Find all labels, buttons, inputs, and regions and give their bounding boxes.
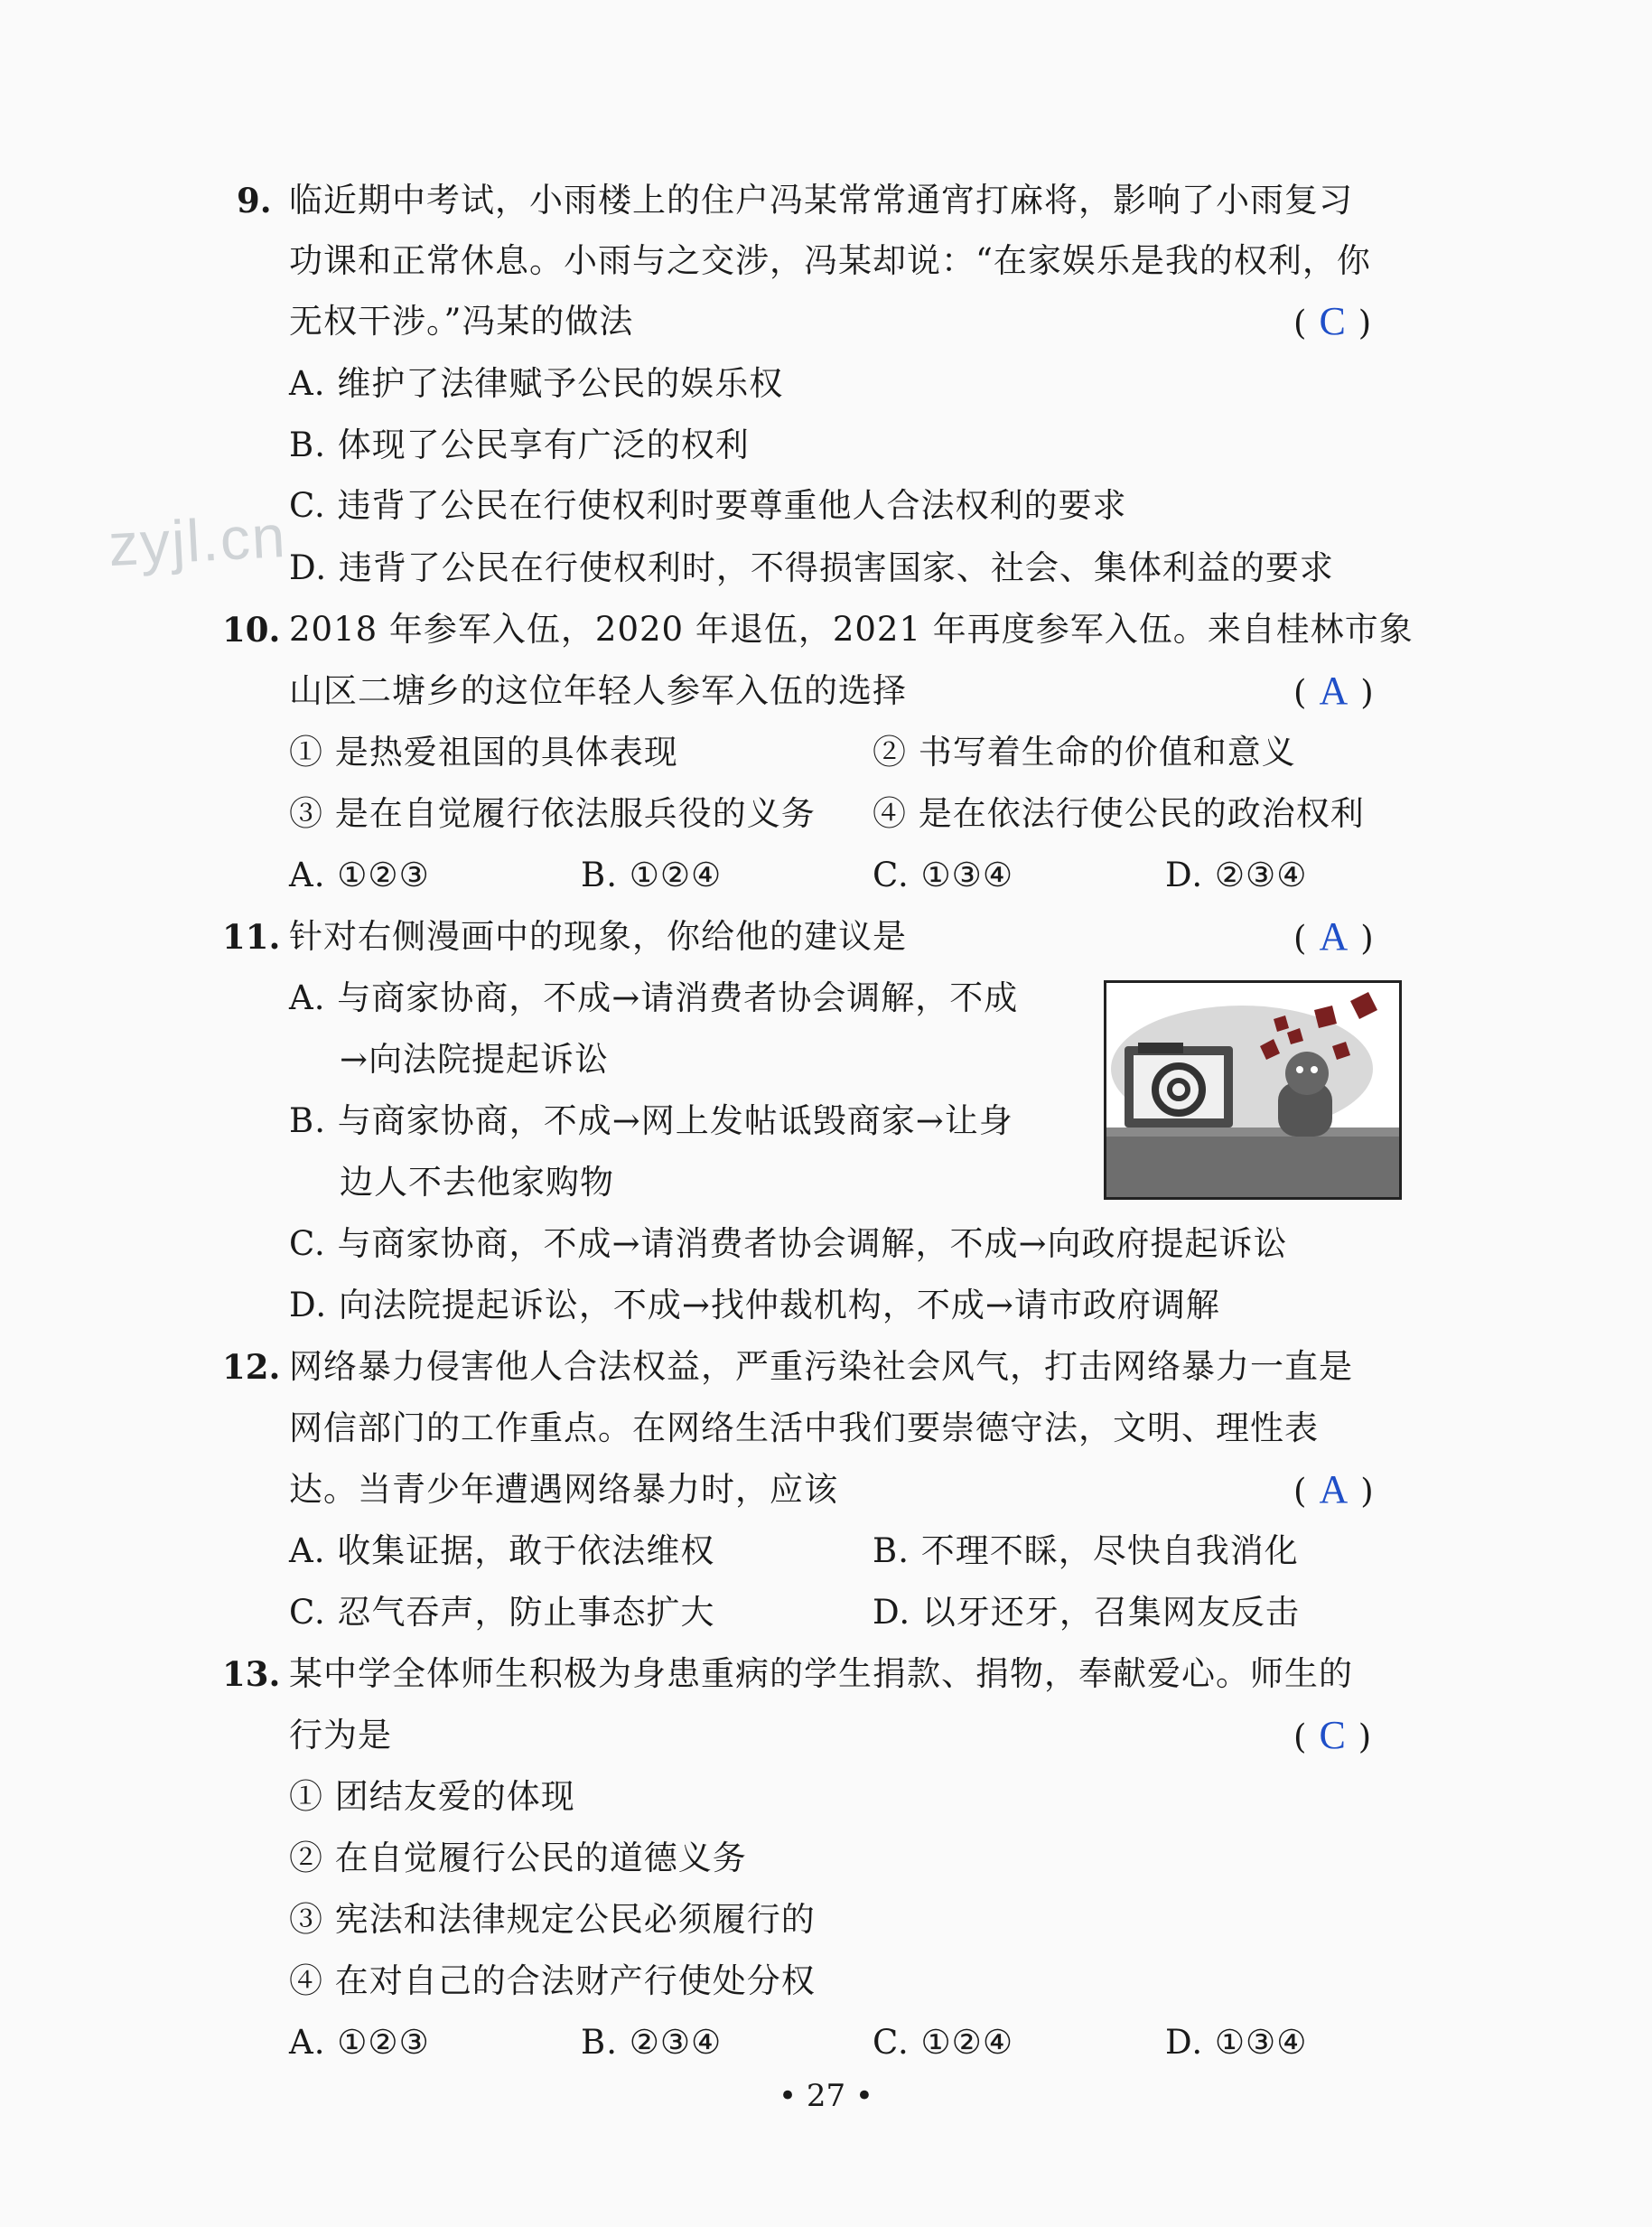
option: C. 与商家协商，不成→请消费者协会调解，不成→向政府提起诉讼 — [289, 1224, 1288, 1263]
option: D. 以牙还牙，召集网友反击 — [873, 1593, 1300, 1632]
answer-letter: C — [1319, 1713, 1346, 1757]
option: C. ①③④ — [873, 856, 1014, 894]
answer-bracket — [1293, 301, 1371, 344]
answer-letter: A — [1319, 669, 1349, 713]
statement-item: ③ 宪法和法律规定公民必须履行的 — [289, 1900, 816, 1939]
bracket-close: ) — [1360, 673, 1374, 712]
bracket-open: ( — [1293, 304, 1307, 342]
bracket-close: ) — [1358, 1717, 1372, 1756]
option: B. ①②④ — [581, 856, 723, 894]
answer-bracket — [1293, 670, 1374, 714]
cartoon-illustration — [1106, 983, 1399, 1197]
bracket-open: ( — [1293, 1472, 1307, 1511]
bracket-close: ) — [1360, 919, 1374, 958]
question-text: 山区二塘乡的这位年轻人参军入伍的选择 — [289, 671, 907, 710]
option: D. ②③④ — [1165, 856, 1308, 894]
option: A. 维护了法律赋予公民的娱乐权 — [289, 364, 784, 403]
option-continuation: 边人不去他家购物 — [340, 1163, 614, 1202]
option: C. ①②④ — [873, 2023, 1014, 2062]
option: A. 收集证据，敢于依法维权 — [289, 1531, 715, 1570]
option: B. 与商家协商，不成→网上发帖诋毁商家→让身 — [289, 1101, 1013, 1140]
question-number: 9. — [237, 181, 272, 220]
option: A. 与商家协商，不成→请消费者协会调解，不成 — [289, 978, 1019, 1017]
question-number: 13. — [222, 1654, 281, 1694]
answer-letter: A — [1319, 914, 1349, 959]
option: C. 违背了公民在行使权利时要尊重他人合法权利的要求 — [289, 486, 1127, 525]
bracket-close: ) — [1360, 1472, 1374, 1511]
question-number: 12. — [222, 1347, 281, 1387]
statement-item: ④ 在对自己的合法财产行使处分权 — [289, 1961, 816, 2000]
option-continuation: →向法院提起诉讼 — [340, 1040, 610, 1079]
option: B. 不理不睬，尽快自我消化 — [873, 1531, 1299, 1570]
option: B. 体现了公民享有广泛的权利 — [289, 426, 750, 464]
option: A. ①②③ — [289, 856, 430, 894]
question-text: 行为是 — [289, 1716, 392, 1754]
statement-item: ② 在自觉履行公民的道德义务 — [289, 1839, 747, 1877]
question-text: 无权干涉。”冯某的做法 — [289, 302, 634, 341]
cartoon-image — [1104, 980, 1402, 1200]
question-text: 2018 年参军入伍，2020 年退伍，2021 年再度参军入伍。来自桂林市象 — [289, 610, 1414, 649]
statement-item: ③ 是在自觉履行依法服兵役的义务 — [289, 794, 816, 833]
answer-bracket — [1293, 1469, 1374, 1512]
bracket-close: ) — [1358, 304, 1372, 342]
option: B. ②③④ — [581, 2023, 723, 2062]
answer-bracket — [1293, 1715, 1371, 1758]
statement-item: ④ 是在依法行使公民的政治权利 — [873, 794, 1365, 833]
answer-bracket — [1293, 916, 1374, 959]
watermark: zyjl.cn — [107, 501, 289, 579]
question-text: 某中学全体师生积极为身患重病的学生捐款、捐物，奉献爱心。师生的 — [289, 1654, 1353, 1693]
question-text: 达。当青少年遭遇网络暴力时，应该 — [289, 1470, 838, 1509]
statement-item: ② 书写着生命的价值和意义 — [873, 733, 1296, 772]
option: D. 违背了公民在行使权利时，不得损害国家、社会、集体利益的要求 — [289, 548, 1334, 587]
question-text: 针对右侧漫画中的现象，你给他的建议是 — [289, 917, 907, 956]
statement-item: ① 团结友爱的体现 — [289, 1777, 575, 1816]
option: C. 忍气吞声，防止事态扩大 — [289, 1593, 715, 1632]
bracket-open: ( — [1293, 1717, 1307, 1756]
page-number: • 27 • — [779, 2078, 873, 2114]
question-text: 临近期中考试，小雨楼上的住户冯某常常通宵打麻将，影响了小雨复习 — [289, 181, 1353, 220]
bracket-open: ( — [1293, 673, 1307, 712]
answer-letter: A — [1319, 1467, 1349, 1511]
question-number: 11. — [222, 917, 281, 957]
option: D. 向法院提起诉讼，不成→找仲裁机构，不成→请市政府调解 — [289, 1286, 1220, 1324]
option: A. ①②③ — [289, 2023, 430, 2062]
statement-item: ① 是热爱祖国的具体表现 — [289, 733, 678, 772]
bracket-open: ( — [1293, 919, 1307, 958]
question-text: 网信部门的工作重点。在网络生活中我们要崇德守法，文明、理性表 — [289, 1408, 1319, 1447]
option: D. ①③④ — [1165, 2023, 1308, 2062]
question-text: 网络暴力侵害他人合法权益，严重污染社会风气，打击网络暴力一直是 — [289, 1347, 1353, 1386]
answer-letter: C — [1319, 299, 1346, 343]
question-text: 功课和正常休息。小雨与之交涉，冯某却说：“在家娱乐是我的权利，你 — [289, 241, 1371, 280]
question-number: 10. — [222, 610, 281, 650]
